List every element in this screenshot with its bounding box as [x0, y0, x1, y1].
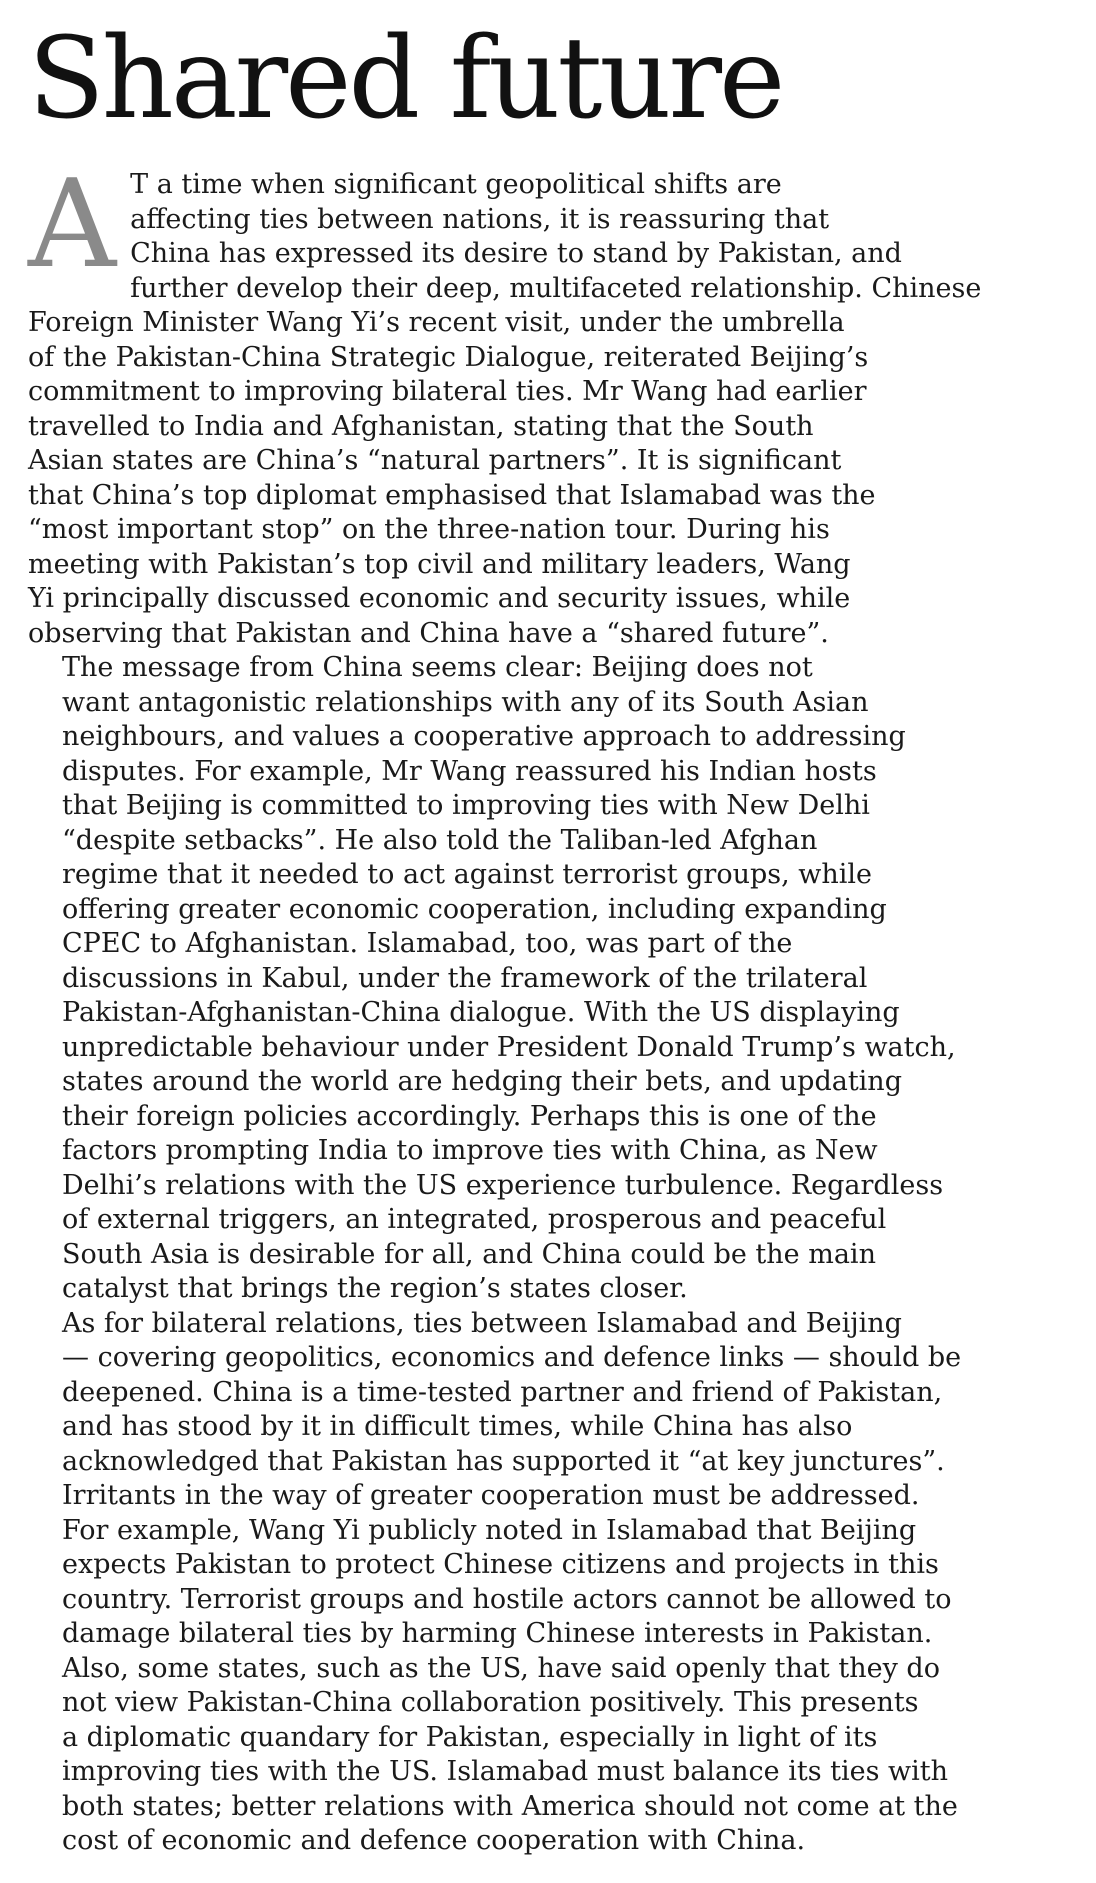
article-body [28, 153, 1078, 1859]
drop-cap: A [28, 153, 117, 295]
text-line: factors prompting India to improve ties with China, as New [62, 1135, 878, 1166]
text-line: of the Pakistan-China Strategic Dialogue, reiterated Beijing’s [28, 341, 869, 373]
text-line: further develop their deep, multifaceted relationship. Chinese [130, 272, 982, 304]
text-line: affecting ties between nations, it is reassuring that [130, 203, 830, 235]
text-line: As for bilateral relations, ties between Islamabad and Beijing [62, 1307, 902, 1339]
text-line: catalyst that brings the region’s states closer. [62, 1273, 688, 1304]
text-line: their foreign policies accordingly. Perhaps this is one of the [62, 1100, 877, 1132]
text-line: “most important stop” on the three-nation tour. During his [28, 514, 830, 545]
text-line: improving ties with the US. Islamabad must balance its ties with [62, 1756, 949, 1787]
text-line: unpredictable behaviour under President Donald Trump’s watch, [62, 1031, 956, 1063]
text-line: discussions in Kabul, under the framework of the trilateral [62, 962, 868, 994]
text-line: not view Pakistan-China collaboration positively. This presents [62, 1687, 919, 1718]
text-line: of external triggers, an integrated, prosperous and peaceful [62, 1204, 887, 1235]
text-line: want antagonistic relationships with any of its South Asian [62, 686, 869, 718]
text-line: deepened. China is a time-tested partner and friend of Pakistan, [62, 1376, 943, 1408]
text-line: CPEC to Afghanistan. Islamabad, too, was part of the [62, 928, 793, 959]
text-line: Also, some states, such as the US, have said openly that they do [62, 1652, 940, 1684]
text-line: meeting with Pakistan’s top civil and military leaders, Wang [28, 548, 851, 580]
text-line: T a time when significant geopolitical shifts are [130, 169, 782, 200]
text-line: observing that Pakistan and China have a “shared future”. [28, 617, 829, 649]
text-line: damage bilateral ties by harming Chinese interests in Pakistan. [62, 1618, 933, 1649]
text-line: states around the world are hedging their bets, and updating [62, 1066, 902, 1097]
paragraph-1 [28, 153, 1078, 651]
text-line: For example, Wang Yi publicly noted in Islamabad that Beijing [62, 1514, 917, 1546]
text-line: Yi principally discussed economic and security issues, while [28, 583, 851, 614]
paragraph-3 [28, 1307, 1078, 1859]
text-line: disputes. For example, Mr Wang reassured his Indian hosts [62, 755, 877, 787]
text-line: offering greater economic cooperation, including expanding [62, 893, 887, 925]
text-line: expects Pakistan to protect Chinese citizens and projects in this [62, 1549, 939, 1580]
headline: Shared future [28, 14, 783, 144]
text-line: Irritants in the way of greater cooperation must be addressed. [62, 1480, 920, 1511]
text-line: both states; better relations with America should not come at the [62, 1790, 958, 1822]
text-line: Foreign Minister Wang Yi’s recent visit, under the umbrella [28, 307, 845, 338]
text-line: — covering geopolitics, economics and defence links — should be [62, 1342, 962, 1373]
editorial-article [28, 14, 1078, 1859]
text-line: that Beijing is committed to improving ties with New Delhi [62, 790, 870, 821]
text-line: a diplomatic quandary for Pakistan, especially in light of its [62, 1721, 878, 1753]
text-line: cost of economic and defence cooperation with China. [62, 1825, 806, 1856]
text-line: travelled to India and Afghanistan, stating that the South [28, 410, 814, 442]
text-line: acknowledged that Pakistan has supported it “at key junctures”. [62, 1445, 945, 1477]
text-line: and has stood by it in difficult times, while China has also [62, 1411, 853, 1442]
text-line: neighbours, and values a cooperative approach to addressing [62, 721, 906, 752]
text-line: “despite setbacks”. He also told the Taliban-led Afghan [62, 824, 818, 856]
text-line: commitment to improving bilateral ties. Mr Wang had earlier [28, 376, 867, 407]
text-line: regime that it needed to act against terrorist groups, while [62, 859, 873, 890]
text-line: Delhi’s relations with the US experience turbulence. Regardless [62, 1169, 944, 1201]
text-line: that China’s top diplomat emphasised that Islamabad was the [28, 479, 876, 511]
text-line: The message from China seems clear: Beijing does not [62, 652, 813, 683]
text-line: South Asia is desirable for all, and China could be the main [62, 1238, 876, 1270]
paragraph-2 [28, 651, 1078, 1307]
text-line: Pakistan-Afghanistan-China dialogue. With the US displaying [62, 997, 900, 1028]
text-line: China has expressed its desire to stand by Pakistan, and [130, 238, 902, 269]
text-line: Asian states are China’s “natural partners”. It is significant [28, 445, 842, 476]
text-line: country. Terrorist groups and hostile actors cannot be allowed to [62, 1583, 952, 1615]
